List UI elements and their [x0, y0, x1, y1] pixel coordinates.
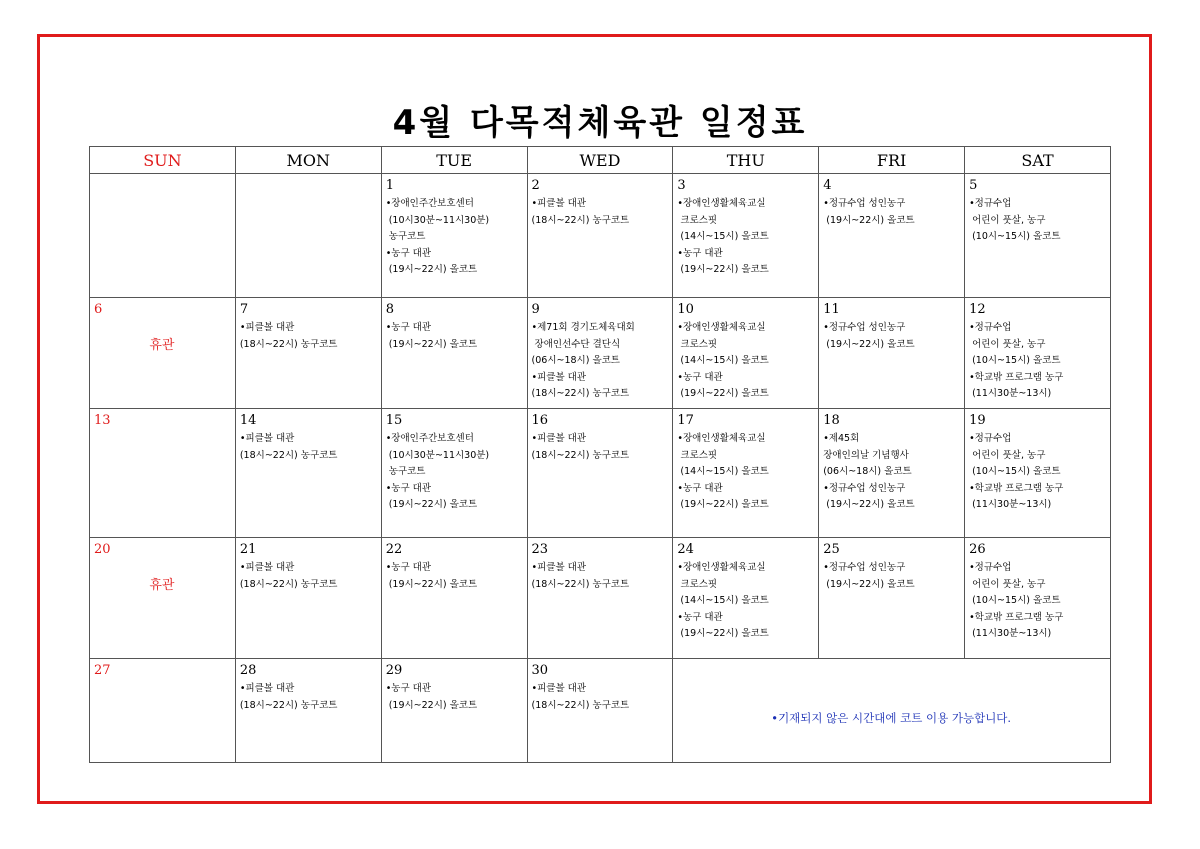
schedule-line: •농구 대관: [677, 611, 723, 623]
day-number: 24: [677, 542, 694, 557]
schedule-entries: [677, 431, 813, 514]
day-number: 9: [531, 302, 540, 317]
day-cell: [235, 538, 381, 659]
schedule-line: •정규수업 성인농구: [823, 482, 906, 494]
schedule-entries: [969, 560, 1105, 643]
schedule-line: •피클볼 대관: [531, 683, 587, 694]
day-number: 25: [823, 542, 840, 557]
day-number: 18: [823, 413, 840, 428]
day-number: 15: [385, 413, 403, 428]
day-cell: [527, 409, 673, 538]
schedule-line: •피클볼 대관: [239, 562, 295, 573]
schedule-line: •정규수업: [969, 322, 1012, 333]
day-number: 20: [94, 542, 111, 557]
week-row: [90, 174, 1111, 298]
schedule-line: •농구 대관: [385, 562, 432, 573]
schedule-line: 어린이 풋살, 농구: [969, 449, 1046, 461]
schedule-entries: [240, 431, 376, 464]
schedule-entries: [532, 196, 668, 229]
day-cell: [819, 538, 965, 659]
day-cell: [819, 174, 965, 298]
schedule-line: •장애인생활체육교실: [677, 562, 766, 573]
day-number: 3: [677, 178, 686, 193]
schedule-line: 어린이 풋살, 농구: [969, 214, 1046, 226]
schedule-entries: [240, 681, 376, 714]
schedule-line: (19시~22시) 올코트: [823, 578, 915, 590]
schedule-line: (19시~22시) 올코트: [677, 499, 769, 510]
schedule-line: (18시~22시) 농구코트: [531, 449, 630, 461]
day-number: 22: [385, 542, 403, 557]
day-number: 26: [969, 542, 986, 557]
schedule-line: •농구 대관: [677, 247, 723, 259]
schedule-entries: [532, 431, 668, 464]
schedule-line: •피클볼 대관: [531, 371, 587, 383]
schedule-entries: [969, 320, 1105, 403]
day-cell: [90, 538, 236, 659]
day-cell: [673, 538, 819, 659]
schedule-line: •정규수업 성인농구: [823, 198, 906, 209]
schedule-line: (14시~15시) 올코트: [677, 231, 769, 242]
schedule-entries: [969, 196, 1105, 246]
schedule-entries: [386, 681, 522, 714]
day-number: 10: [677, 302, 694, 317]
schedule-line: (10시~15시) 올코트: [969, 355, 1061, 366]
day-cell: [673, 174, 819, 298]
day-number: 4: [823, 178, 832, 193]
schedule-line: •장애인생활체육교실: [677, 433, 766, 444]
schedule-line: (11시30분~13시): [969, 628, 1052, 639]
day-cell: [381, 298, 527, 409]
day-cell: [235, 174, 381, 298]
schedule-line: 장애인의날 기념행사: [823, 449, 909, 461]
schedule-line: (18시~22시) 농구코트: [239, 449, 338, 461]
schedule-line: (10시~15시) 올코트: [969, 466, 1061, 477]
day-number: 12: [969, 302, 986, 317]
schedule-line: (06시~18시) 올코트: [823, 466, 912, 477]
schedule-line: (18시~22시) 농구코트: [531, 699, 630, 711]
day-number: 6: [94, 302, 103, 317]
schedule-entries: [532, 560, 668, 593]
day-cell: [90, 298, 236, 409]
schedule-entries: [677, 196, 813, 279]
schedule-line: (14시~15시) 올코트: [677, 355, 769, 366]
schedule-line: 크로스핏: [677, 214, 718, 226]
week-row: [90, 409, 1111, 538]
week-row: [90, 298, 1111, 409]
day-cell: [965, 298, 1111, 409]
schedule-line: 농구코트: [385, 466, 426, 477]
weekday-tue: TUE: [381, 147, 527, 174]
day-cell: [527, 174, 673, 298]
day-number: 16: [531, 413, 549, 428]
day-cell: [235, 409, 381, 538]
schedule-line: (18시~22시) 농구코트: [239, 338, 338, 350]
schedule-line: 어린이 풋살, 농구: [969, 338, 1046, 350]
schedule-line: •농구 대관: [385, 322, 432, 333]
day-cell: [965, 174, 1111, 298]
schedule-line: •피클볼 대관: [531, 433, 587, 444]
schedule-line: (19시~22시) 올코트: [385, 499, 478, 510]
schedule-line: (10시~15시) 올코트: [969, 595, 1061, 606]
schedule-line: (10시30분~11시30분): [385, 214, 490, 226]
schedule-line: (19시~22시) 올코트: [677, 264, 769, 275]
note-cell: [673, 659, 1111, 763]
schedule-line: 장애인선수단 결단식: [531, 338, 621, 350]
schedule-line: •피클볼 대관: [239, 322, 295, 333]
week-row: [90, 538, 1111, 659]
schedule-entries: [532, 320, 668, 403]
schedule-line: (06시~18시) 올코트: [531, 355, 620, 366]
schedule-line: 크로스핏: [677, 578, 718, 590]
schedule-line: •농구 대관: [677, 482, 723, 494]
schedule-line: •제71회 경기도체육대회: [531, 322, 635, 333]
schedule-entries: [677, 560, 813, 643]
schedule-entries: [386, 431, 522, 514]
weekday-header-row: [90, 147, 1111, 174]
day-number: 28: [239, 663, 257, 678]
weekday-thu: THU: [673, 147, 819, 174]
schedule-entries: [386, 196, 522, 279]
day-cell: [235, 298, 381, 409]
day-number: 2: [531, 178, 540, 193]
schedule-line: (19시~22시) 올코트: [677, 628, 769, 639]
day-cell: [965, 538, 1111, 659]
schedule-line: •학교밖 프로그램 농구: [969, 482, 1064, 494]
schedule-line: (19시~22시) 올코트: [385, 699, 478, 711]
weekday-wed: WED: [527, 147, 673, 174]
schedule-line: •피클볼 대관: [531, 562, 587, 573]
day-number: 27: [94, 663, 111, 678]
schedule-line: •장애인주간보호센터: [385, 433, 474, 444]
schedule-line: •정규수업 성인농구: [823, 562, 906, 573]
schedule-line: (14시~15시) 올코트: [677, 595, 769, 606]
schedule-line: (14시~15시) 올코트: [677, 466, 769, 477]
weekday-fri: FRI: [819, 147, 965, 174]
day-number: 1: [385, 178, 394, 193]
calendar-table: [89, 146, 1111, 763]
page-title: 4월 다목적체육관 일정표: [392, 103, 808, 143]
day-number: 11: [823, 302, 840, 317]
weekday-sun: SUN: [90, 147, 236, 174]
day-cell: [381, 659, 527, 763]
day-cell: [90, 174, 236, 298]
schedule-line: •제45회: [823, 433, 860, 444]
schedule-line: (19시~22시) 올코트: [823, 338, 915, 350]
day-number: 23: [531, 542, 549, 557]
schedule-line: •장애인주간보호센터: [385, 198, 474, 209]
closed-label: 휴관: [149, 578, 175, 593]
schedule-line: •농구 대관: [385, 482, 432, 494]
day-cell: [527, 538, 673, 659]
day-cell: [673, 298, 819, 409]
schedule-entries: [823, 560, 959, 593]
schedule-entries: [823, 431, 959, 514]
schedule-line: 어린이 풋살, 농구: [969, 578, 1046, 590]
schedule-line: •피클볼 대관: [239, 433, 295, 444]
schedule-entries: [240, 320, 376, 353]
day-number: 5: [969, 178, 978, 193]
day-cell: [90, 659, 236, 763]
schedule-line: •장애인생활체육교실: [677, 322, 766, 333]
schedule-line: •피클볼 대관: [239, 683, 295, 694]
schedule-line: 농구코트: [385, 231, 426, 242]
schedule-entries: [240, 560, 376, 593]
schedule-line: (11시30분~13시): [969, 388, 1052, 399]
schedule-line: (18시~22시) 농구코트: [239, 699, 338, 711]
weekday-mon: MON: [235, 147, 381, 174]
schedule-line: (19시~22시) 올코트: [385, 338, 478, 350]
schedule-line: •정규수업: [969, 433, 1012, 444]
day-cell: [673, 409, 819, 538]
day-number: 21: [239, 542, 257, 557]
schedule-line: •장애인생활체육교실: [677, 198, 766, 209]
day-number: 17: [677, 413, 694, 428]
day-cell: [819, 409, 965, 538]
schedule-line: (19시~22시) 올코트: [677, 388, 769, 399]
day-number: 19: [969, 413, 986, 428]
day-cell: [965, 409, 1111, 538]
schedule-line: (11시30분~13시): [969, 499, 1052, 510]
schedule-line: (10시30분~11시30분): [385, 449, 490, 461]
schedule-line: 크로스핏: [677, 338, 718, 350]
schedule-line: •농구 대관: [677, 371, 723, 383]
day-number: 13: [94, 413, 111, 428]
day-number: 7: [239, 302, 249, 317]
schedule-line: •정규수업: [969, 198, 1012, 209]
day-cell: [819, 298, 965, 409]
schedule-line: 크로스핏: [677, 449, 718, 461]
schedule-entries: [823, 196, 959, 229]
day-cell: [527, 659, 673, 763]
schedule-line: •정규수업 성인농구: [823, 322, 906, 333]
schedule-entries: [386, 560, 522, 593]
day-cell: [381, 409, 527, 538]
schedule-line: •피클볼 대관: [531, 198, 587, 209]
day-number: 30: [531, 663, 549, 678]
schedule-entries: [532, 681, 668, 714]
day-number: 8: [385, 302, 394, 317]
schedule-line: •학교밖 프로그램 농구: [969, 611, 1064, 623]
schedule-entries: [677, 320, 813, 403]
week-row: [90, 659, 1111, 763]
schedule-entries: [823, 320, 959, 353]
closed-label: 휴관: [149, 338, 175, 353]
schedule-line: (18시~22시) 농구코트: [531, 388, 630, 399]
weekday-sat: SAT: [965, 147, 1111, 174]
day-cell: [381, 174, 527, 298]
day-number: 14: [239, 413, 257, 428]
schedule-line: •학교밖 프로그램 농구: [969, 371, 1064, 383]
schedule-line: (19시~22시) 올코트: [385, 578, 478, 590]
availability-note: •기재되지 않은 시간대에 코트 이용 가능합니다.: [771, 711, 1012, 725]
schedule-entries: [969, 431, 1105, 514]
day-number: 29: [385, 663, 403, 678]
day-cell: [90, 409, 236, 538]
schedule-line: (18시~22시) 농구코트: [531, 214, 630, 226]
schedule-line: (19시~22시) 올코트: [823, 214, 915, 226]
day-cell: [235, 659, 381, 763]
schedule-entries: [386, 320, 522, 353]
schedule-line: •농구 대관: [385, 247, 432, 259]
schedule-line: •정규수업: [969, 562, 1012, 573]
schedule-line: (18시~22시) 농구코트: [531, 578, 630, 590]
schedule-line: •농구 대관: [385, 683, 432, 694]
schedule-line: (19시~22시) 올코트: [823, 499, 915, 510]
day-cell: [527, 298, 673, 409]
schedule-line: (19시~22시) 올코트: [385, 264, 478, 275]
schedule-line: (18시~22시) 농구코트: [239, 578, 338, 590]
day-cell: [381, 538, 527, 659]
schedule-line: (10시~15시) 올코트: [969, 231, 1061, 242]
